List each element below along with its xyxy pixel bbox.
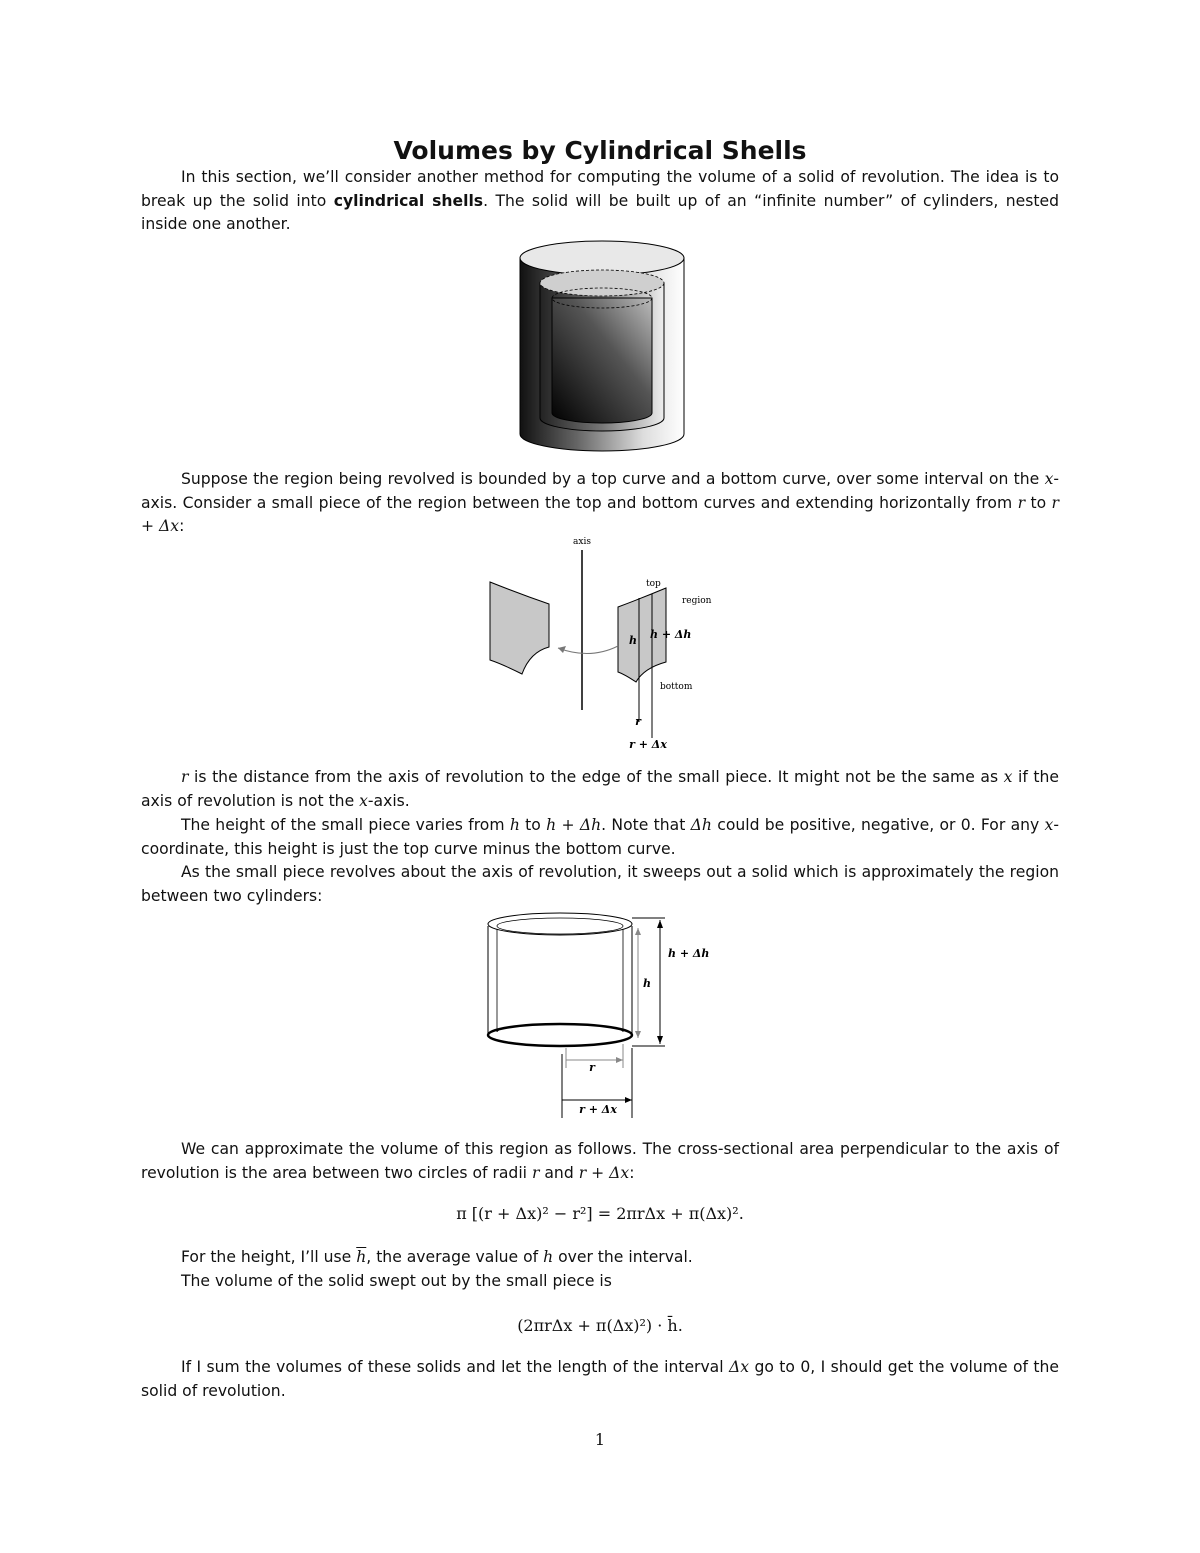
text-span: and bbox=[539, 1163, 579, 1182]
r-label: r bbox=[589, 1061, 595, 1074]
r-arrow bbox=[616, 1057, 623, 1063]
text-span: if the axis of revolution is not the bbox=[141, 768, 1060, 810]
math-x: x bbox=[1044, 470, 1054, 488]
text-span: The height of the small piece varies from bbox=[181, 816, 510, 834]
region-label: region bbox=[682, 596, 712, 606]
text-span: In this section, we’ll consider another method for computing the volume of a solid of revolution. The idea is to break up the solid into bbox=[141, 168, 1059, 210]
sweep-paragraph: As the small piece revolves about the axis of revolution, it sweeps out a solid which is approximately the region between two cylinders: bbox=[141, 863, 1059, 905]
r-plus-dx-label: r + Δx bbox=[629, 738, 667, 751]
volume-paragraph: The volume of the solid swept out by the small piece is bbox=[181, 1272, 612, 1290]
page-title: Volumes by Cylindrical Shells bbox=[393, 136, 807, 165]
math-r: r bbox=[1017, 493, 1026, 512]
text-span: to bbox=[1025, 493, 1052, 512]
text-span: : bbox=[179, 517, 185, 535]
math-dx: Δx bbox=[728, 1358, 750, 1376]
r-plus-dx-label: r + Δx bbox=[579, 1103, 617, 1116]
bottom-label: bottom bbox=[660, 682, 693, 692]
middle-cylinder-top bbox=[540, 270, 664, 296]
r-plus-dx-arrow bbox=[625, 1097, 632, 1103]
text-span: . The solid will be built up of an “infinite number” of cylinders, nested inside one another. bbox=[141, 191, 1060, 233]
math-x: x bbox=[359, 791, 368, 810]
h-plus-dh-label: h + Δh bbox=[668, 947, 710, 960]
inner-cylinder bbox=[552, 298, 652, 423]
shell-volume-equation: (2πrΔx + π(Δx)²) · h̄. bbox=[517, 1316, 683, 1335]
text-span: over the interval. bbox=[553, 1248, 693, 1266]
region-paragraph bbox=[141, 468, 1059, 539]
axis-label: axis bbox=[573, 537, 591, 547]
term-cylindrical-shells: cylindrical shells bbox=[333, 191, 484, 210]
text-span: : bbox=[629, 1163, 635, 1182]
two-cylinders-figure bbox=[470, 904, 730, 1122]
h-plus-dh-label: h + Δh bbox=[650, 628, 692, 641]
reflected-piece bbox=[490, 582, 549, 674]
text-span: Suppose the region being revolved is bounded by a top curve and a bottom curve, over some interval on the bbox=[181, 470, 1045, 488]
outer-bottom-ellipse bbox=[488, 1024, 632, 1046]
math-dh: Δh bbox=[690, 816, 712, 834]
revolved-region-figure bbox=[470, 532, 730, 754]
text-span: -axis. bbox=[367, 791, 410, 810]
math-h-plus-dh: h + Δh bbox=[546, 816, 602, 834]
text-span: We can approximate the volume of this region as follows. The cross-sectional area perpendicular to the axis of revolution is the area between two circles of radii bbox=[141, 1140, 1059, 1182]
nested-cylinders-figure bbox=[500, 238, 705, 458]
inner-top-ellipse bbox=[497, 918, 623, 934]
math-x: x bbox=[1003, 768, 1013, 786]
text-span: go to 0, I should get the volume of the solid of revolution. bbox=[141, 1358, 1059, 1400]
math-r-plus-dx: r + Δx bbox=[578, 1163, 630, 1182]
r-label: r bbox=[635, 715, 641, 728]
text-span: -coordinate, this height is just the top curve minus the bottom curve. bbox=[141, 816, 1059, 858]
revolution-arrow bbox=[558, 646, 618, 654]
text-span: If I sum the volumes of these solids and let the length of the interval bbox=[181, 1358, 729, 1376]
text-span: is the distance from the axis of revolution to the edge of the small piece. It might not be the same as bbox=[188, 768, 1004, 786]
page-number: 1 bbox=[594, 1430, 606, 1449]
height-paragraph bbox=[141, 814, 1059, 861]
math-h: h bbox=[543, 1248, 554, 1266]
math-h-bar: $\overline{h}$ bbox=[356, 1248, 367, 1266]
math-r-plus-dx: r + Δx bbox=[141, 493, 1059, 535]
approximation-paragraph bbox=[141, 1138, 1059, 1185]
arrow-head bbox=[558, 646, 566, 653]
text-span: , the average value of bbox=[366, 1248, 544, 1266]
text-span: . Note that bbox=[601, 816, 691, 834]
top-label: top bbox=[646, 579, 661, 589]
math-h: h bbox=[509, 816, 520, 834]
h-label: h bbox=[629, 634, 637, 647]
h-label: h bbox=[643, 977, 651, 990]
math-r: r bbox=[531, 1163, 540, 1182]
math-x: x bbox=[1044, 816, 1054, 834]
math-r: r bbox=[181, 768, 189, 786]
average-height-paragraph bbox=[141, 1246, 1059, 1270]
outer-top-ellipse bbox=[488, 913, 632, 935]
text-span: could be positive, negative, or 0. For any bbox=[711, 816, 1045, 834]
distance-paragraph bbox=[141, 766, 1059, 813]
text-span: -axis. Consider a small piece of the region between the top and bottom curves and extending horizontally from bbox=[141, 470, 1059, 512]
intro-paragraph bbox=[141, 166, 1059, 237]
conclusion-paragraph bbox=[141, 1356, 1059, 1403]
text-span: to bbox=[519, 816, 547, 834]
cross-section-equation: π [(r + Δx)² − r²] = 2πrΔx + π(Δx)². bbox=[456, 1204, 744, 1223]
text-span: For the height, I’ll use bbox=[181, 1248, 357, 1266]
